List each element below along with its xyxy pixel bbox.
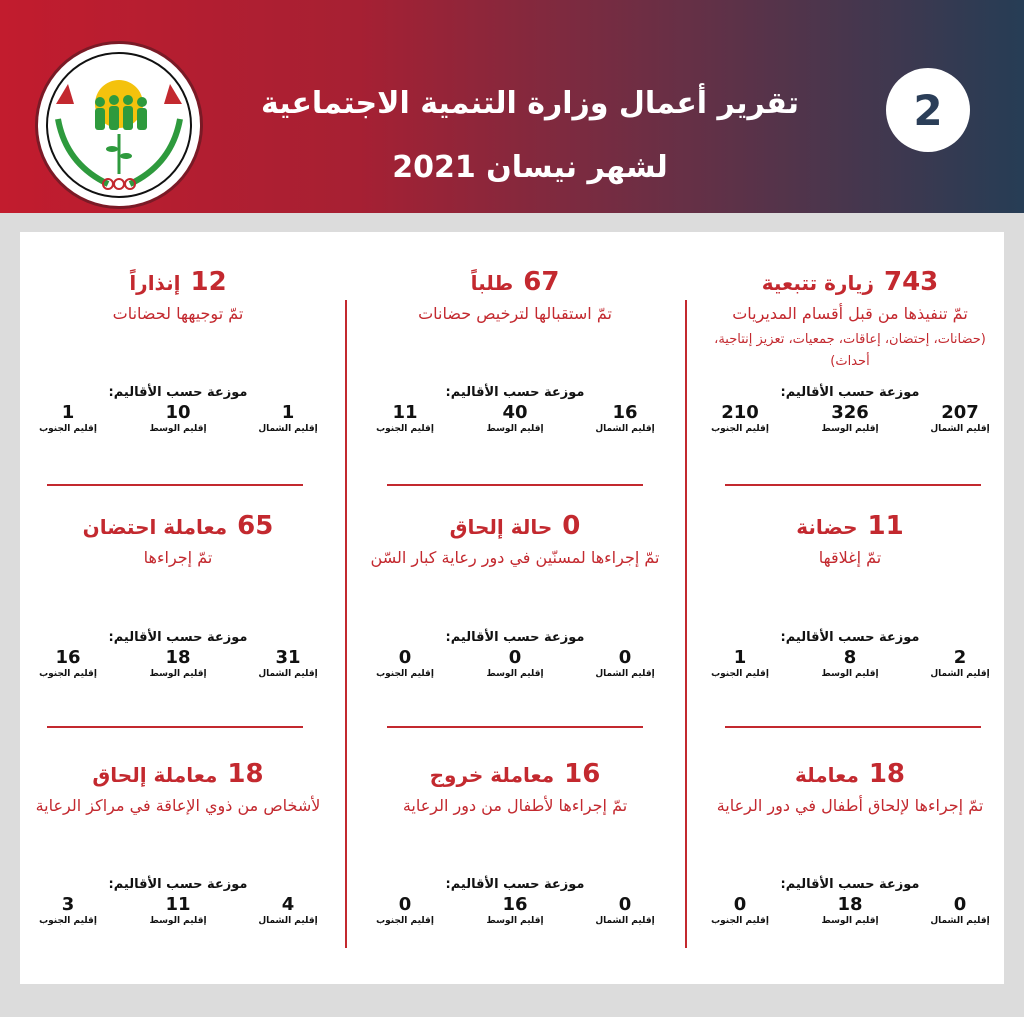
stat-child-admissions — [700, 760, 1000, 821]
region-north: 1 إقليم الشمال — [258, 402, 318, 434]
distribution-label: موزعة حسب الأقاليم: — [445, 877, 585, 892]
row-divider — [387, 726, 643, 728]
stat-description: تمّ تنفيذها من قبل أقسام المديريات (حضانات، إحتضان، إعاقات، جمعيات، تعزيز إنتاجية، أحداث) — [700, 299, 1000, 373]
region-north: 0 إقليم الشمال — [930, 894, 990, 926]
region-south: 210 إقليم الجنوب — [711, 402, 769, 434]
distribution-label: موزعة حسب الأقاليم: — [108, 385, 248, 400]
distribution-label: موزعة حسب الأقاليم: — [108, 877, 248, 892]
stat-unit: معاملة خروج — [429, 763, 555, 787]
page-number-badge: 2 — [886, 68, 970, 152]
stat-number: 65 — [237, 511, 274, 541]
distribution-label: موزعة حسب الأقاليم: — [780, 877, 920, 892]
stat-number: 743 — [883, 267, 939, 297]
region-north: 4 إقليم الشمال — [258, 894, 318, 926]
stat-closed-nurseries — [700, 512, 1000, 573]
region-north: 16 إقليم الشمال — [595, 402, 655, 434]
stat-heading — [28, 760, 328, 789]
header-banner — [0, 0, 1024, 213]
stat-description: تمّ توجيهها لحضانات — [112, 304, 244, 323]
stat-unit: حضانة — [796, 515, 858, 539]
region-central: 0 إقليم الوسط — [486, 647, 544, 679]
distribution-label: موزعة حسب الأقاليم: — [780, 630, 920, 645]
region-central: 40 إقليم الوسط — [486, 402, 544, 434]
column-divider — [685, 300, 687, 948]
ministry-logo — [38, 44, 200, 206]
stat-number: 11 — [867, 511, 904, 541]
stat-description: تمّ إجراءها لإلحاق أطفال في دور الرعاية — [716, 796, 984, 815]
stat-license-requests — [365, 268, 665, 329]
stat-number: 0 — [562, 511, 581, 541]
region-central: 18 إقليم الوسط — [149, 647, 207, 679]
row-divider — [725, 484, 981, 486]
distribution-label: موزعة حسب الأقاليم: — [445, 630, 585, 645]
region-south: 1 إقليم الجنوب — [711, 647, 769, 679]
stat-heading — [365, 512, 665, 541]
stat-follow-up-visits — [700, 268, 1000, 373]
stats-panel — [20, 232, 1004, 984]
region-central: 326 إقليم الوسط — [821, 402, 879, 434]
stat-description: لأشخاص من ذوي الإعاقة في مراكز الرعاية — [35, 796, 321, 815]
stat-unit: طلباً — [470, 271, 514, 295]
stat-heading — [700, 760, 1000, 789]
row-divider — [725, 726, 981, 728]
title-line-2: لشهر نيسان 2021 — [392, 150, 668, 185]
stat-unit: زيارة تتبعية — [761, 271, 874, 295]
regional-distribution — [365, 630, 665, 679]
stat-warnings — [28, 268, 328, 329]
regional-distribution — [700, 385, 1000, 434]
regional-distribution — [28, 877, 328, 926]
row-divider — [387, 484, 643, 486]
region-south: 0 إقليم الجنوب — [711, 894, 769, 926]
stat-heading — [365, 268, 665, 297]
regional-distribution — [700, 630, 1000, 679]
stat-unit: إنذاراً — [129, 271, 181, 295]
stat-description: تمّ إغلاقها — [818, 548, 882, 567]
stat-heading — [28, 268, 328, 297]
stat-unit: حالة إلحاق — [449, 515, 553, 539]
stat-number: 12 — [190, 267, 227, 297]
region-north: 31 إقليم الشمال — [258, 647, 318, 679]
stat-foster-transactions — [28, 512, 328, 573]
stat-unit: معاملة — [794, 763, 859, 787]
region-central: 11 إقليم الوسط — [149, 894, 207, 926]
region-south: 11 إقليم الجنوب — [376, 402, 434, 434]
stat-unit: معاملة إلحاق — [92, 763, 218, 787]
row-divider — [47, 484, 303, 486]
region-south: 16 إقليم الجنوب — [39, 647, 97, 679]
distribution-label: موزعة حسب الأقاليم: — [445, 385, 585, 400]
region-south: 3 إقليم الجنوب — [39, 894, 97, 926]
stat-disability-admissions — [28, 760, 328, 821]
distribution-label: موزعة حسب الأقاليم: — [108, 630, 248, 645]
stat-unit: معاملة احتضان — [82, 515, 228, 539]
stat-description: تمّ إجراءها — [143, 548, 213, 567]
stat-number: 18 — [227, 759, 264, 789]
region-central: 10 إقليم الوسط — [149, 402, 207, 434]
region-south: 0 إقليم الجنوب — [376, 894, 434, 926]
report-title — [210, 72, 850, 200]
stat-description: تمّ استقبالها لترخيص حضانات — [418, 304, 612, 323]
region-north: 2 إقليم الشمال — [930, 647, 990, 679]
stat-heading — [28, 512, 328, 541]
stat-heading — [700, 512, 1000, 541]
region-central: 16 إقليم الوسط — [486, 894, 544, 926]
regional-distribution — [700, 877, 1000, 926]
stat-child-exits — [365, 760, 665, 821]
stat-heading — [700, 268, 1000, 297]
region-south: 1 إقليم الجنوب — [39, 402, 97, 434]
region-south: 0 إقليم الجنوب — [376, 647, 434, 679]
stat-heading — [365, 760, 665, 789]
row-divider — [47, 726, 303, 728]
stat-elderly-admissions — [365, 512, 665, 573]
stat-subnote: (حضانات، إحتضان، إعاقات، جمعيات، تعزيز إنتاجية، أحداث) — [714, 332, 986, 369]
regional-distribution — [365, 877, 665, 926]
region-north: 0 إقليم الشمال — [595, 647, 655, 679]
column-divider — [345, 300, 347, 948]
region-north: 207 إقليم الشمال — [930, 402, 990, 434]
distribution-label: موزعة حسب الأقاليم: — [780, 385, 920, 400]
stat-number: 67 — [523, 267, 560, 297]
region-north: 0 إقليم الشمال — [595, 894, 655, 926]
region-central: 8 إقليم الوسط — [821, 647, 879, 679]
regional-distribution — [28, 385, 328, 434]
stat-number: 18 — [868, 759, 906, 789]
title-line-1: تقرير أعمال وزارة التنمية الاجتماعية — [261, 86, 799, 121]
stat-description: تمّ إجراءها لمسنّين في دور رعاية كبار السّن — [370, 548, 660, 567]
regional-distribution — [365, 385, 665, 434]
region-central: 18 إقليم الوسط — [821, 894, 879, 926]
regional-distribution — [28, 630, 328, 679]
stat-description: تمّ إجراءها لأطفال من دور الرعاية — [402, 796, 628, 815]
stat-number: 16 — [564, 759, 601, 789]
